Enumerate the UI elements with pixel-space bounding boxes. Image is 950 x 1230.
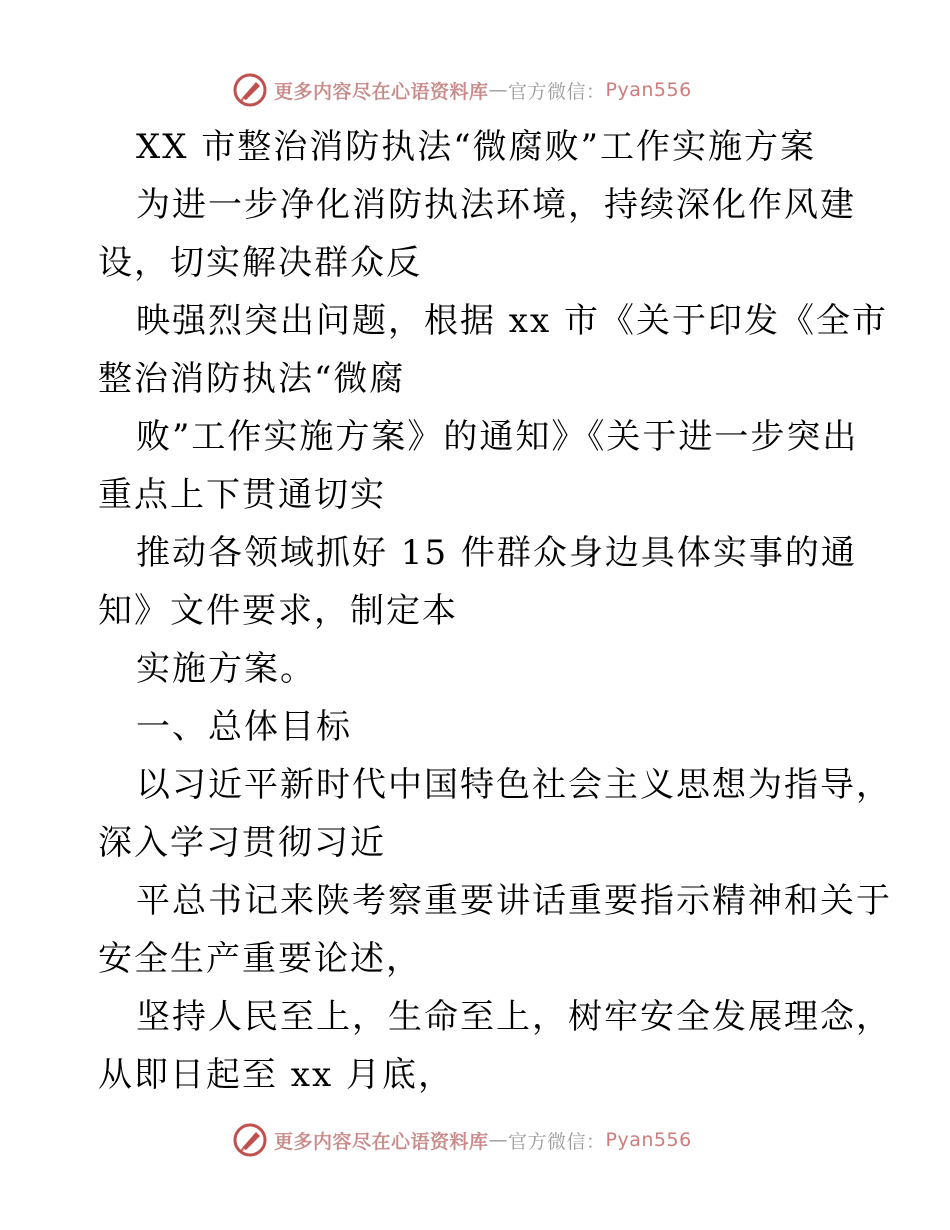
paragraph-line: 败”工作实施方案》的通知》《关于进一步突出 [136,417,859,457]
paragraph-line: 坚持人民至上，生命至上，树牢安全发展理念， [136,997,892,1037]
pen-logo-icon [232,72,268,108]
banner-site-text: 更多内容尽在心语资料库 [274,80,489,103]
paragraph-line: 安全生产重要论述， [98,939,422,979]
paragraph-line: 深入学习贯彻习近 [98,823,386,863]
banner-separator: — [488,79,509,101]
paragraph-line: 实施方案。 [136,649,316,689]
paragraph-line: 平总书记来陕考察重要讲话重要指示精神和关于 [136,881,892,921]
banner-site-text: 更多内容尽在心语资料库 [274,1130,489,1153]
section-heading: 一、总体目标 [136,707,352,747]
paragraph-line: 为进一步净化消防执法环境，持续深化作风建 [136,185,856,225]
paragraph-line: 设，切实解决群众反 [98,243,422,283]
paragraph-line: 从即日起至 xx 月底， [98,1055,454,1095]
paragraph-line: 重点上下贯通切实 [98,475,386,515]
paragraph-line: 推动各领域抓好 15 件群众身边具体实事的通 [136,533,857,573]
footer-banner [232,1120,692,1160]
document-title: XX 市整治消防执法“微腐败”工作实施方案 [136,127,816,167]
document-body [98,118,892,1104]
banner-wechat-label: 官方微信： [508,1130,606,1153]
paragraph-line: 知》文件要求，制定本 [98,591,458,631]
header-banner [232,70,692,110]
pen-logo-icon [232,1122,268,1158]
banner-separator: — [488,1129,509,1151]
banner-wechat-label: 官方微信： [508,80,606,103]
banner-wechat-id: Pyan556 [605,1129,692,1151]
paragraph-line: 以习近平新时代中国特色社会主义思想为指导， [136,765,892,805]
banner-wechat-id: Pyan556 [605,79,692,101]
paragraph-line: 映强烈突出问题，根据 xx 市《关于印发《全市 [136,301,888,341]
paragraph-line: 整治消防执法“微腐 [98,359,406,399]
